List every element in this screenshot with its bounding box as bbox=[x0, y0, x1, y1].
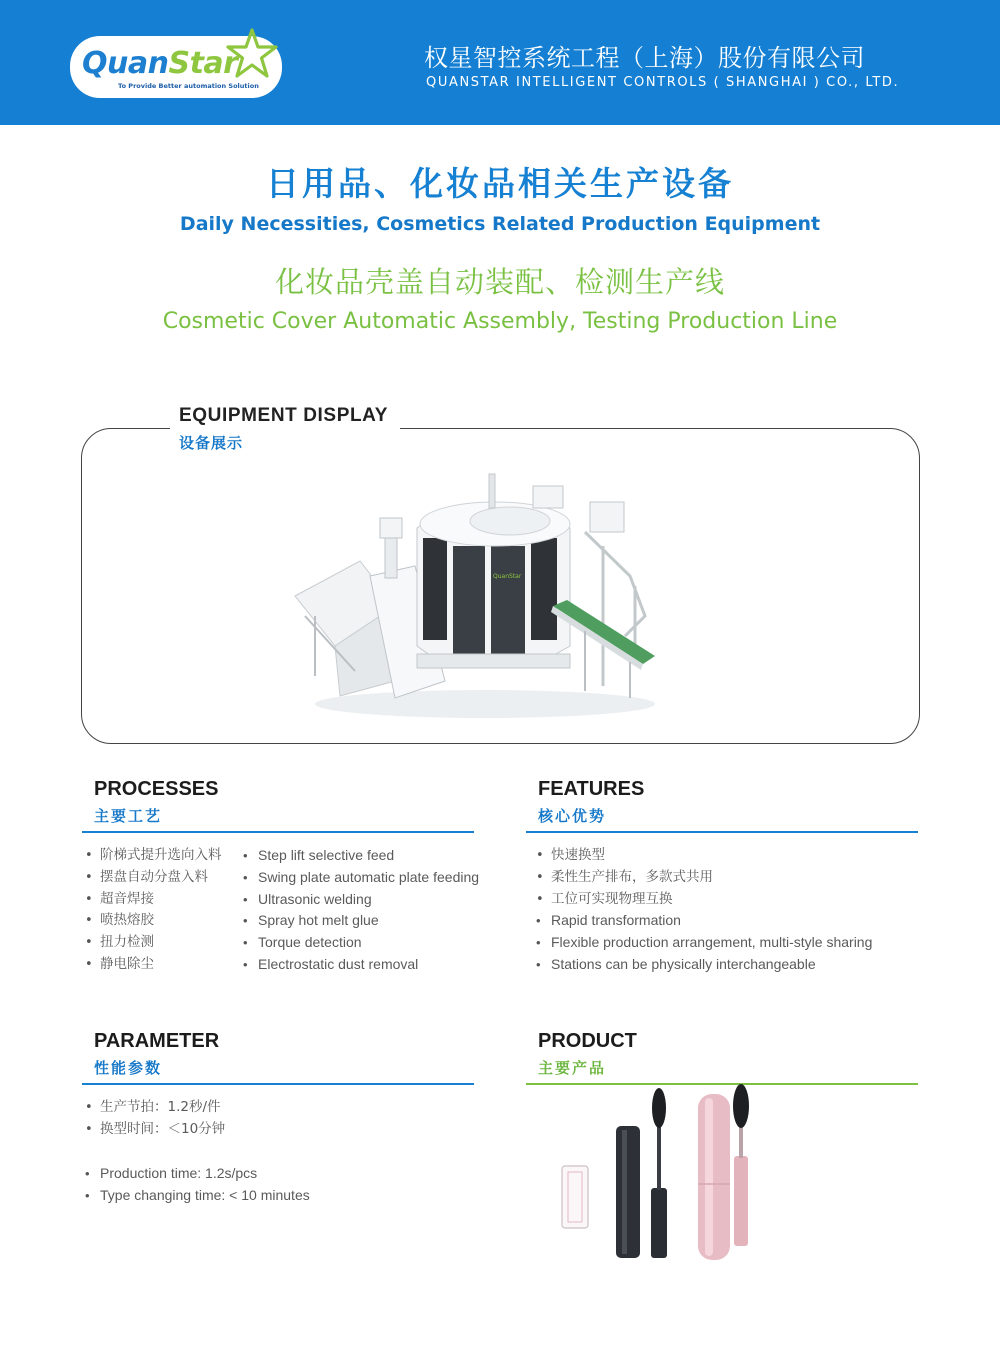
list-item: • 柔性生产排布，多款式共用 bbox=[536, 867, 872, 889]
list-item: • Swing plate automatic plate feeding bbox=[243, 867, 479, 889]
list-item: • 摆盘自动分盘入料 bbox=[85, 867, 222, 889]
features-heading-cn: 核心优势 bbox=[538, 807, 607, 825]
list-item: • Stations can be physically interchangeable bbox=[536, 954, 872, 976]
page-title-en: Daily Necessities, Cosmetics Related Production Equipment bbox=[179, 213, 821, 235]
list-item: • 换型时间：＜10分钟 bbox=[85, 1119, 225, 1141]
parameter-list-cn bbox=[85, 1097, 225, 1141]
company-name-cn: 权星智控系统工程（上海）股份有限公司 bbox=[424, 44, 865, 72]
product-heading: PRODUCT bbox=[538, 1030, 637, 1052]
logo-slogan: To Provide Better automation Solution bbox=[118, 82, 259, 90]
list-item: • 喷热熔胶 bbox=[85, 910, 222, 932]
processes-heading: PROCESSES bbox=[94, 778, 219, 800]
features-list bbox=[536, 845, 872, 976]
parameter-list-en bbox=[85, 1163, 310, 1207]
list-item: • 静电除尘 bbox=[85, 954, 222, 976]
list-item: • Ultrasonic welding bbox=[243, 889, 479, 911]
assembly-machine-image bbox=[285, 466, 665, 726]
list-item: • Production time: 1.2s/pcs bbox=[85, 1163, 310, 1185]
list-item: • Torque detection bbox=[243, 932, 479, 954]
processes-list-cn bbox=[85, 845, 222, 976]
star-icon bbox=[226, 28, 278, 80]
list-item: • 快速换型 bbox=[536, 845, 872, 867]
product-heading-cn: 主要产品 bbox=[538, 1059, 607, 1077]
product-line-title-en: Cosmetic Cover Automatic Assembly, Testing Production Line bbox=[162, 309, 838, 334]
features-heading: FEATURES bbox=[538, 778, 645, 800]
logo-star-text: Star bbox=[168, 46, 238, 81]
list-item: • 生产节拍：1.2秒/件 bbox=[85, 1097, 225, 1119]
processes-list-en bbox=[243, 845, 479, 976]
parameter-heading-cn: 性能参数 bbox=[94, 1059, 163, 1077]
company-logo bbox=[82, 46, 237, 82]
mascara-product-image bbox=[552, 1084, 812, 1264]
page-title-cn: 日用品、化妆品相关生产设备 bbox=[266, 164, 734, 203]
list-item: • 扭力检测 bbox=[85, 932, 222, 954]
processes-divider bbox=[82, 831, 474, 833]
list-item: • Electrostatic dust removal bbox=[243, 954, 479, 976]
features-divider bbox=[526, 831, 918, 833]
equipment-display-heading-cn: 设备展示 bbox=[179, 434, 244, 452]
company-name-en: QUANSTAR INTELLIGENT CONTROLS ( SHANGHAI ) CO., LTD. bbox=[426, 75, 900, 90]
parameter-divider bbox=[82, 1083, 474, 1085]
logo-quan: Quan bbox=[82, 46, 169, 81]
list-item: • Flexible production arrangement, multi-style sharing bbox=[536, 932, 872, 954]
list-item: • Rapid transformation bbox=[536, 910, 872, 932]
product-line-title-cn: 化妆品壳盖自动装配、检测生产线 bbox=[274, 265, 725, 299]
machine-brand-label: QuanStar bbox=[493, 573, 522, 580]
list-item: • Step lift selective feed bbox=[243, 845, 479, 867]
processes-heading-cn: 主要工艺 bbox=[94, 807, 163, 825]
parameter-heading: PARAMETER bbox=[94, 1030, 220, 1052]
list-item: • 工位可实现物理互换 bbox=[536, 889, 872, 911]
list-item: • Type changing time: < 10 minutes bbox=[85, 1185, 310, 1207]
list-item: • Spray hot melt glue bbox=[243, 910, 479, 932]
list-item: • 超音焊接 bbox=[85, 889, 222, 911]
equipment-display-heading: EQUIPMENT DISPLAY bbox=[179, 405, 389, 426]
list-item: • 阶梯式提升选向入料 bbox=[85, 845, 222, 867]
